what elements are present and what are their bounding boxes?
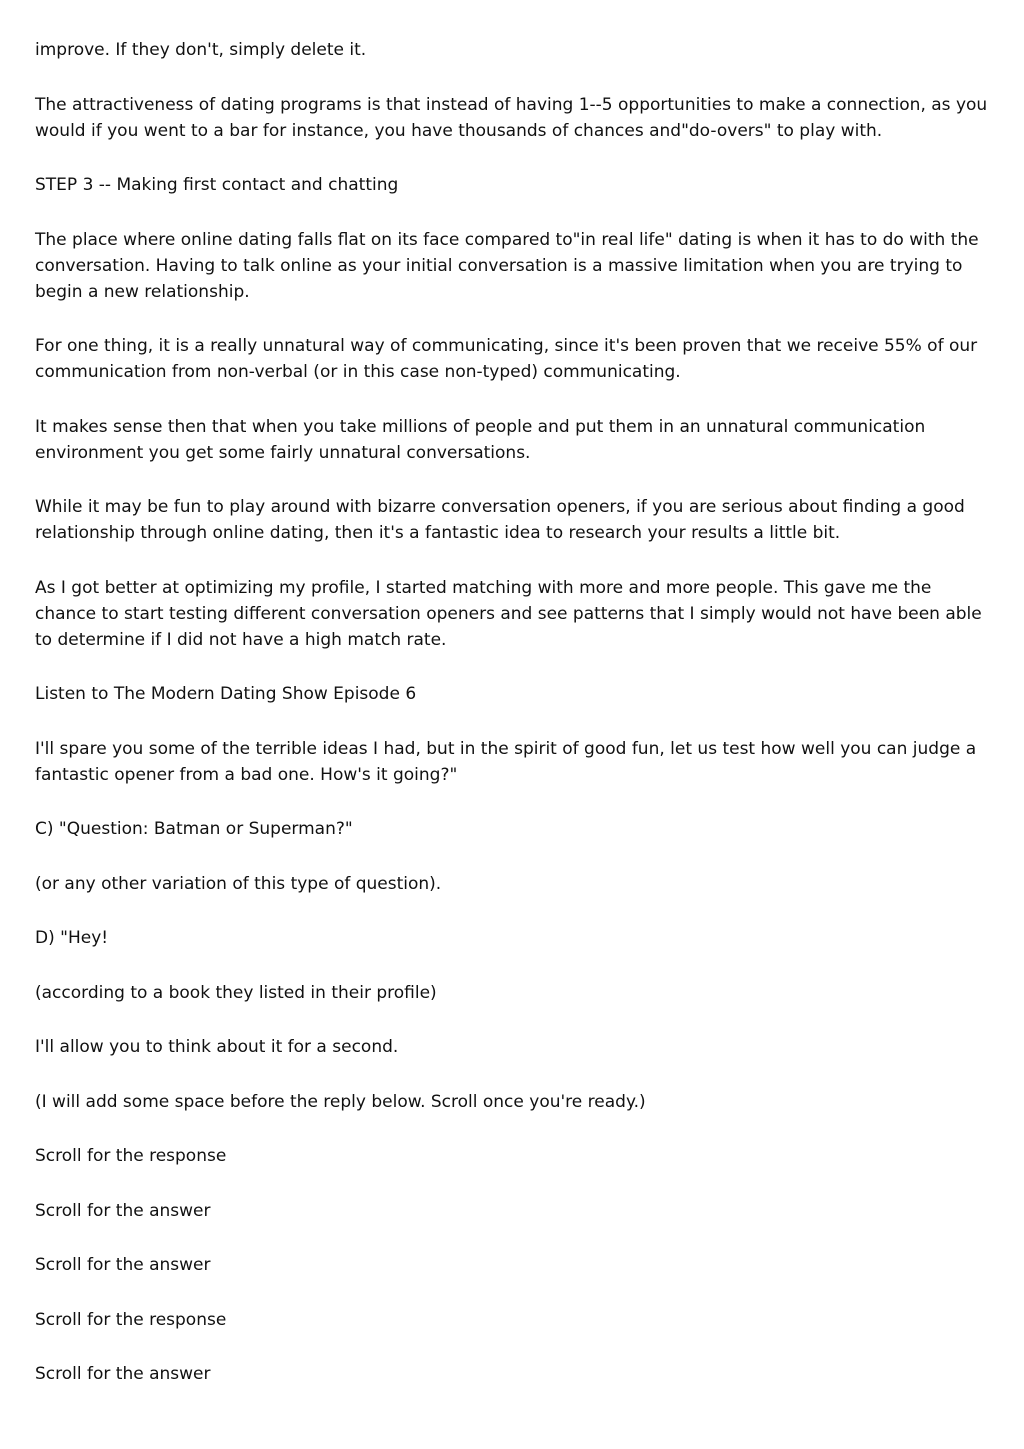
paragraph: Scroll for the answer	[35, 1364, 211, 1384]
paragraph: Scroll for the answer	[35, 1200, 211, 1221]
paragraph: D) "Hey!	[35, 928, 109, 948]
paragraph: C) "Question: Batman or Superman?"	[35, 819, 353, 839]
paragraph: While it may be fun to play around with bizarre conversation openers, if you are serious about finding a good relationship through online dating, then it's a fantastic idea to research your results a little bit.	[35, 497, 965, 543]
paragraph: For one thing, it is a really unnatural way of communicating, since it's been proven that we receive 55% of our communication from non-verbal (or in this case non-typed) communicating.	[35, 336, 978, 382]
paragraph: (or any other variation of this type of question).	[35, 873, 442, 894]
paragraph: Listen to The Modern Dating Show Episode 6	[35, 684, 417, 704]
section-heading: STEP 3 -- Making first contact and chatting	[35, 175, 399, 195]
paragraph: The attractiveness of dating programs is that instead of having 1--5 opportunities to make a connection, as you would if you went to a bar for instance, you have thousands of chances and"do-overs" to play with.	[35, 94, 988, 141]
paragraph: The place where online dating falls flat on its face compared to"in real life" dating is when it has to do with the conversation. Having to talk online as your initial conversation is a massive limitation when you are trying to begin a new relationship.	[35, 229, 979, 302]
paragraph: Scroll for the answer	[35, 1255, 211, 1275]
paragraph: It makes sense then that when you take millions of people and put them in an unnatural communication environment you get some fairly unnatural conversations.	[35, 416, 926, 463]
paragraph: Scroll for the response	[35, 1309, 227, 1330]
paragraph: Scroll for the response	[35, 1146, 227, 1166]
paragraph: As I got better at optimizing my profile, I started matching with more and more people. This gave me the chance to start testing different conversation openers and see patterns that I simply would not have been able to determine if I did not have a high match rate.	[35, 577, 982, 650]
paragraph: (I will add some space before the reply below. Scroll once you're ready.)	[35, 1091, 646, 1112]
document-body	[35, 37, 995, 1416]
paragraph: improve. If they don't, simply delete it.	[35, 40, 367, 60]
paragraph: I'll allow you to think about it for a second.	[35, 1037, 399, 1057]
paragraph: I'll spare you some of the terrible ideas I had, but in the spirit of good fun, let us test how well you can judge a fantastic opener from a bad one. How's it going?"	[35, 738, 977, 785]
paragraph: (according to a book they listed in their profile)	[35, 982, 437, 1003]
